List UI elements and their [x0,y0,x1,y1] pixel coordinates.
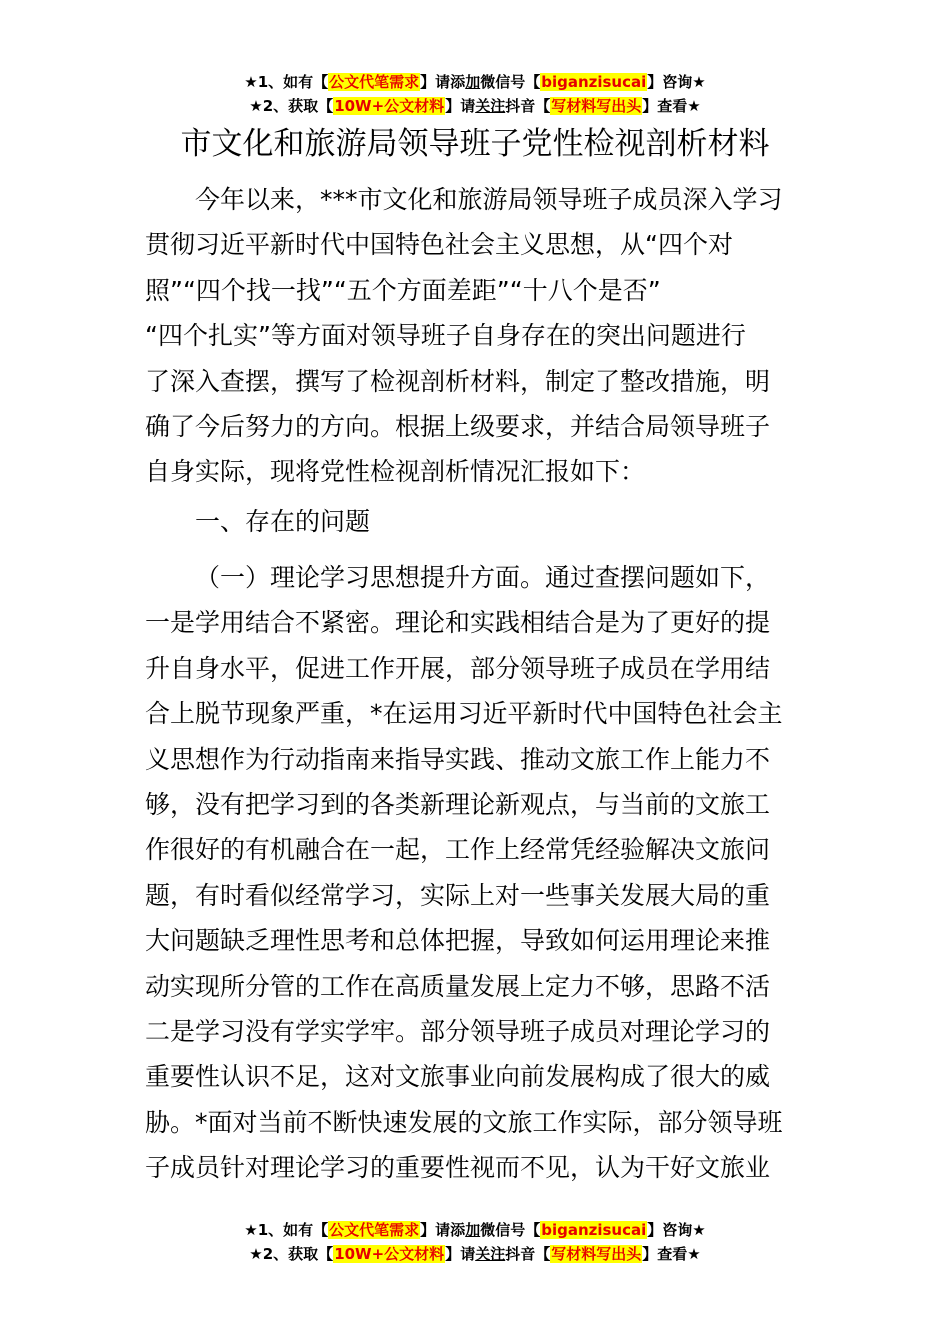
promo-underlined: 加 [465,1221,481,1239]
text-line: 今年以来，***市文化和旅游局领导班子成员深入学习 [195,185,783,214]
promo-highlight: biganzisucai [541,73,647,91]
promo-highlight: biganzisucai [541,1221,647,1239]
promo-underlined: 加 [465,73,481,91]
promo-highlight: 10W+公文材料 [334,1245,445,1263]
promo-text: 】咨询★ [647,1221,706,1239]
text-line: 作很好的有机融合在一起，工作上经常凭经验解决文旅问 [145,835,771,865]
text-line: 胁。*面对当前不断快速发展的文旅工作实际，部分领导班 [145,1107,783,1137]
text-line: 升自身水平，促进工作开展，部分领导班子成员在学用结 [145,653,771,683]
text-line: 重要性认识不足，这对文旅事业向前发展构成了很大的威 [145,1062,771,1092]
promo-line-1 [0,1218,950,1242]
text-line: （一）理论学习思想提升方面。通过查摆问题如下， [195,563,771,592]
text-line: 大问题缺乏理性思考和总体把握，导致如何运用理论来推 [145,926,771,956]
text-line: 义思想作为行动指南来指导实践、推动文旅工作上能力不 [145,744,771,774]
promo-underlined: 关注 [475,1245,506,1263]
promo-highlight: 写材料写出头 [551,1245,642,1263]
promo-text: 】请 [445,1245,476,1263]
text-line: 确了今后努力的方向。根据上级要求，并结合局领导班子 [145,411,771,441]
promo-text: 抖音【 [505,1245,551,1263]
promo-banner-bottom [0,1218,950,1266]
intro-paragraph [145,177,810,495]
promo-line-2 [0,94,950,118]
text-line: 子成员针对理论学习的重要性视而不见，认为干好文旅业 [145,1153,771,1183]
text-line: 贯彻习近平新时代中国特色社会主义思想，从“四个对 [145,230,733,260]
text-line: 合上脱节现象严重，*在运用习近平新时代中国特色社会主 [145,699,783,729]
promo-highlight: 公文代笔需求 [329,1221,420,1239]
promo-highlight: 10W+公文材料 [334,97,445,115]
text-line: 一是学用结合不紧密。理论和实践相结合是为了更好的提 [145,608,771,638]
text-line: 够，没有把学习到的各类新理论新观点，与当前的文旅工 [145,789,771,819]
promo-text: 】请添 [420,73,466,91]
promo-text: 】查看★ [642,97,701,115]
text-line: 题，有时看似经常学习，实际上对一些事关发展大局的重 [145,880,771,910]
document-title: 市文化和旅游局领导班子党性检视剖析材料 [180,126,770,162]
promo-text: ★1、如有【 [244,73,329,91]
promo-banner-top [0,70,950,118]
promo-highlight: 公文代笔需求 [329,73,420,91]
text-line: 二是学习没有学实学牢。部分领导班子成员对理论学习的 [145,1016,771,1046]
promo-text: 】请 [445,97,476,115]
promo-text: ★2、获取【 [249,97,334,115]
body-paragraph [145,555,810,1190]
section-heading: 一、存在的问题 [195,507,371,536]
promo-text: 抖音【 [505,97,551,115]
text-line: “四个扎实”等方面对领导班子自身存在的突出问题进行 [145,321,746,351]
promo-text: 】请添 [420,1221,466,1239]
text-line: 照”“四个找一找”“五个方面差距”“十八个是否” [145,275,661,305]
promo-text: 】咨询★ [647,73,706,91]
promo-text: ★1、如有【 [244,1221,329,1239]
promo-text: 】查看★ [642,1245,701,1263]
promo-line-1 [0,70,950,94]
promo-text: ★2、获取【 [249,1245,334,1263]
promo-underlined: 关注 [475,97,506,115]
promo-text: 微信号【 [480,1221,541,1239]
text-line: 自身实际，现将党性检视剖析情况汇报如下： [145,457,646,487]
promo-text: 微信号【 [480,73,541,91]
text-line: 动实现所分管的工作在高质量发展上定力不够，思路不活 [145,971,771,1001]
text-line: 了深入查摆，撰写了检视剖析材料，制定了整改措施，明 [145,366,771,396]
promo-highlight: 写材料写出头 [551,97,642,115]
promo-line-2 [0,1242,950,1266]
